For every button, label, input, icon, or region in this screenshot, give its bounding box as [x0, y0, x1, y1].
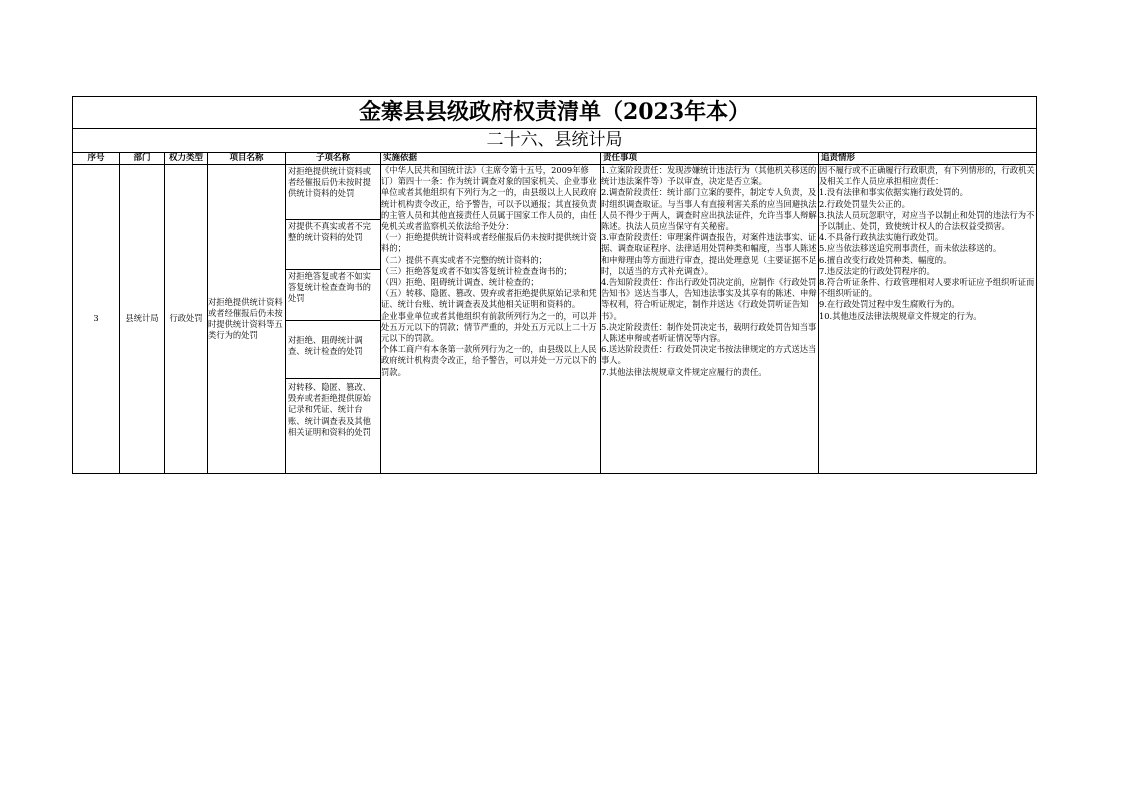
header-responsibility: 责任事项	[601, 153, 819, 165]
cell-accountability	[819, 165, 1037, 474]
basis-paragraph: 个体工商户有本条第一款所列行为之一的，由县级以上人民政府统计机构责令改正，给予警告，可以并处一万元以下的罚款。	[381, 344, 597, 377]
basis-paragraph: （四）拒绝、阻碍统计调查、统计检查的；	[381, 277, 539, 288]
table-row	[73, 165, 1037, 474]
header-power-type: 权力类型	[165, 153, 208, 165]
accountability-item: 8.符合听证条件、行政管理相对人要求听证应予组织听证而不组织听证的。	[819, 277, 1035, 299]
accountability-item: 5.应当依法移送追究刑事责任，而未依法移送的。	[819, 243, 1002, 254]
basis-paragraph: 《中华人民共和国统计法》（主席令第十五号，2009年修订）第四十一条：作为统计调查对象的国家机关、企业事业单位或者其他组织有下列行为之一的，由县级以上人民政府统计机构责令改正，给予警告，可以予以通报；其直接负责的主管人员和其他直接责任人员属于国家工作人员的，由任免机关或者监察机关依法给予处分：	[381, 165, 597, 232]
responsibility-item: 1.立案阶段责任：发现涉嫌统计违法行为（其他机关移送的统计违法案件等）予以审查，决定是否立案。	[601, 165, 817, 187]
cell-dept: 县统计局	[120, 165, 165, 474]
responsibility-item: 6.送达阶段责任：行政处罚决定书按法律规定的方式送达当事人。	[601, 344, 817, 366]
header-sub-item: 子项名称	[286, 153, 381, 165]
sub-item: 对拒绝、阻碍统计调查、统计检查的处罚	[286, 321, 380, 379]
sub-item: 对转移、隐匿、篡改、毁弃或者拒绝提供原始记录和凭证、统计台账、统计调查表及其他相关证明和资料的处罚	[288, 382, 371, 437]
cell-sub-items	[286, 165, 381, 474]
accountability-item: 6.擅自改变行政处罚种类、幅度的。	[819, 254, 952, 265]
cell-responsibilities	[601, 165, 819, 474]
accountability-item: 10.其他违反法律法规规章文件规定的行为。	[819, 310, 982, 321]
cell-basis	[381, 165, 601, 474]
rights-responsibilities-sheet	[72, 96, 1036, 474]
cell-item-name: 对拒绝提供统计资料或者经催报后仍未按时提供统计资料等五类行为的处罚	[208, 165, 286, 474]
responsibility-item: 2.调查阶段责任：统计部门立案的要件，制定专人负责，及时组织调查取证。与当事人有直接利害关系的应当回避执法人员不得少于两人，调查时应出执法证件，允许当事人辩解陈述。执法人员应当保守有关秘密。	[601, 187, 817, 232]
accountability-item: 7.违反法定的行政处罚程序的。	[819, 265, 935, 276]
document-title: 金寨县县级政府权责清单（2023年本）	[73, 97, 1037, 129]
responsibility-item: 4.告知阶段责任：作出行政处罚决定前，应制作《行政处罚告知书》送达当事人，告知违法事实及其享有的陈述、申辩等权利，符合听证规定，制作并送达《行政处罚听证告知书》。	[601, 277, 817, 321]
responsibility-item: 5.决定阶段责任：制作处罚决定书，载明行政处罚告知当事人陈述申辩或者听证情况等内容。	[601, 321, 817, 344]
accountability-item: 因不履行或不正确履行行政职责，有下列情形的，行政机关及相关工作人员应承担相应责任：	[819, 165, 1035, 187]
rights-table	[72, 96, 1037, 474]
basis-paragraph: （三）拒绝答复或者不如实答复统计检查查询书的；	[381, 265, 572, 276]
header-dept: 部门	[120, 153, 165, 165]
table-header-row	[73, 153, 1037, 165]
basis-paragraph: 企业事业单位或者其他组织有前款所列行为之一的，可以并处五万元以下的罚款；情节严重的，并处五万元以上二十万元以下的罚款。	[381, 310, 597, 344]
header-seq: 序号	[73, 153, 120, 165]
sub-item: 对拒绝提供统计资料或者经催报后仍未按时提供统计资料的处罚	[286, 165, 380, 220]
accountability-item: 3.执法人员玩忽职守，对应当予以制止和处罚的违法行为不予以制止、处罚，致使统计权人的合法权益受损害。	[819, 209, 1035, 232]
header-basis: 实施依据	[381, 153, 601, 165]
section-title: 二十六、县统计局	[73, 129, 1037, 153]
accountability-item: 1.没有法律和事实依据实施行政处罚的。	[819, 187, 968, 198]
accountability-item: 2.行政处罚显失公正的。	[819, 198, 910, 209]
cell-seq: 3	[73, 165, 120, 474]
basis-paragraph: （五）转移、隐匿、篡改、毁弃或者拒绝提供原始记录和凭证、统计台账、统计调查表及其他相关证明和资料的。	[381, 288, 597, 310]
sub-item: 对提供不真实或者不完整的统计资料的处罚	[286, 220, 380, 270]
accountability-item: 4.不具备行政执法实施行政处罚。	[819, 232, 944, 243]
cell-power-type: 行政处罚	[165, 165, 208, 474]
basis-paragraph: （一）拒绝提供统计资料或者经催报后仍未按时提供统计资料的；	[381, 232, 597, 254]
sub-item: 对拒绝答复或者不如实答复统计检查查询书的处罚	[286, 270, 380, 321]
responsibility-item: 3.审查阶段责任：审理案件调查报告，对案件违法事实、证据、调查取证程序、法律适用处罚种类和幅度，当事人陈述和申辩理由等方面进行审查，提出处理意见（主要证据不足时，以适当的方式补充调查）。	[601, 232, 817, 276]
header-item-name: 项目名称	[208, 153, 286, 165]
header-accountability: 追责情形	[819, 153, 1037, 165]
accountability-item: 9.在行政处罚过程中发生腐败行为的。	[819, 299, 960, 310]
basis-paragraph: （二）提供不真实或者不完整的统计资料的；	[381, 254, 547, 265]
responsibility-item: 7.其他法律法规规章文件规定应履行的责任。	[601, 366, 767, 377]
